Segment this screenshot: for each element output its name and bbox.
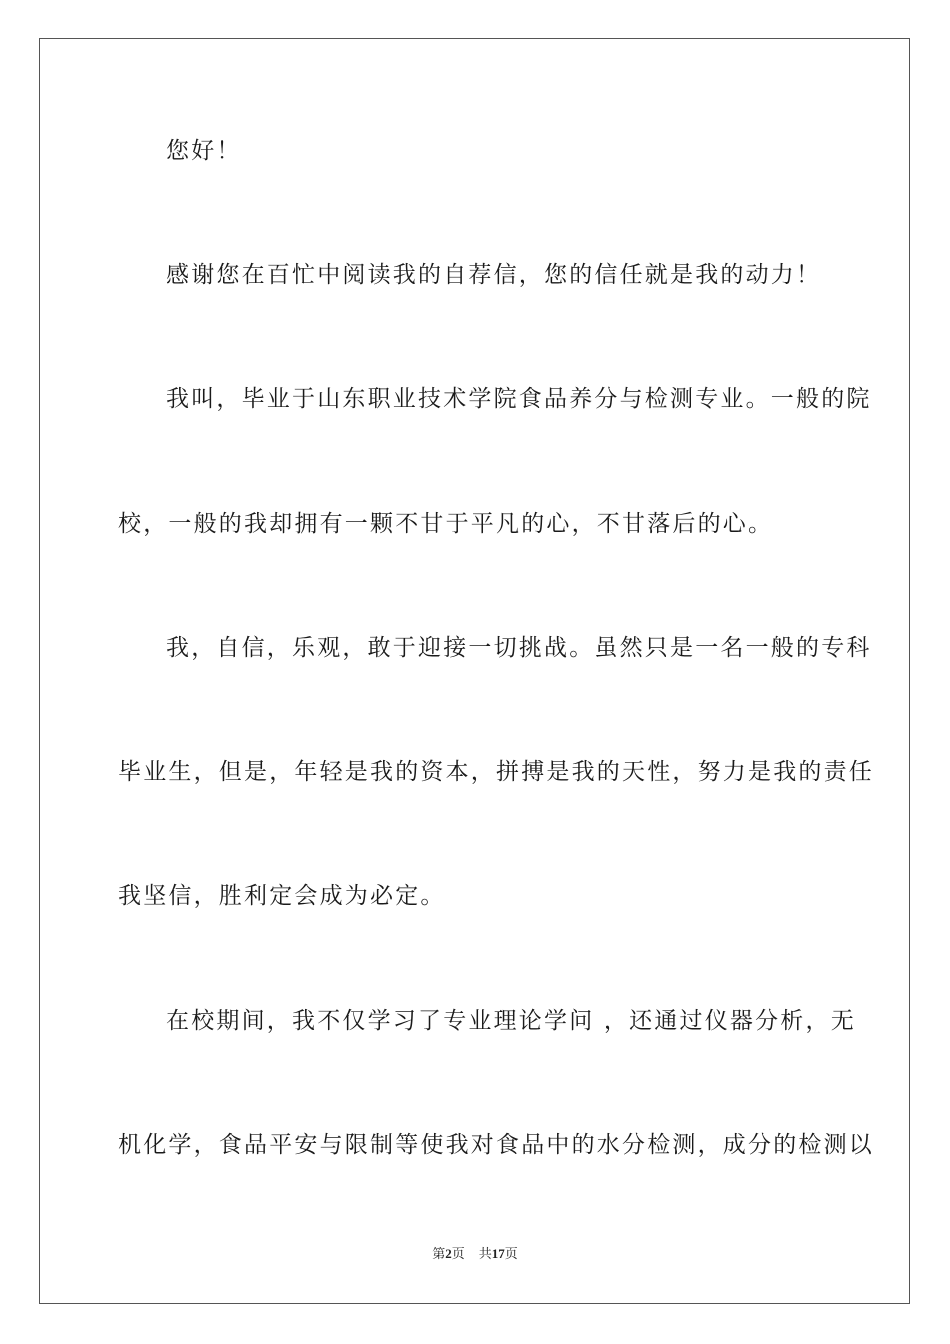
paragraph-line: 机化学，食品平安与限制等使我对食品中的水分检测，成分的检测以: [118, 1132, 874, 1158]
page-footer: [0, 1245, 950, 1263]
page-unit: 页: [451, 1246, 465, 1261]
paragraph-line: 校，一般的我却拥有一颗不甘于平凡的心，不甘落后的心。: [118, 511, 774, 537]
page-border: [39, 38, 910, 1304]
paragraph-line: 感谢您在百忙中阅读我的自荐信，您的信任就是我的动力！: [166, 262, 822, 288]
current-page-number: 2: [445, 1246, 452, 1261]
greeting-line: 您好！: [166, 138, 242, 164]
total-unit: 页: [504, 1246, 518, 1261]
total-prefix: 共: [478, 1246, 492, 1261]
paragraph-line: 我，自信，乐观，敢于迎接一切挑战。虽然只是一名一般的专科: [166, 635, 872, 661]
paragraph-line: 毕业生，但是，年轻是我的资本，拼搏是我的天性，努力是我的责任: [118, 759, 874, 785]
paragraph-line: 我坚信，胜利定会成为必定。: [118, 883, 446, 909]
total-pages-number: 17: [491, 1246, 505, 1261]
paragraph-line: 在校期间，我不仅学习了专业理论学问 ，还通过仪器分析，无: [166, 1008, 856, 1034]
page-prefix: 第: [432, 1246, 446, 1261]
paragraph-line: 我叫，毕业于山东职业技术学院食品养分与检测专业。一般的院: [166, 386, 872, 412]
